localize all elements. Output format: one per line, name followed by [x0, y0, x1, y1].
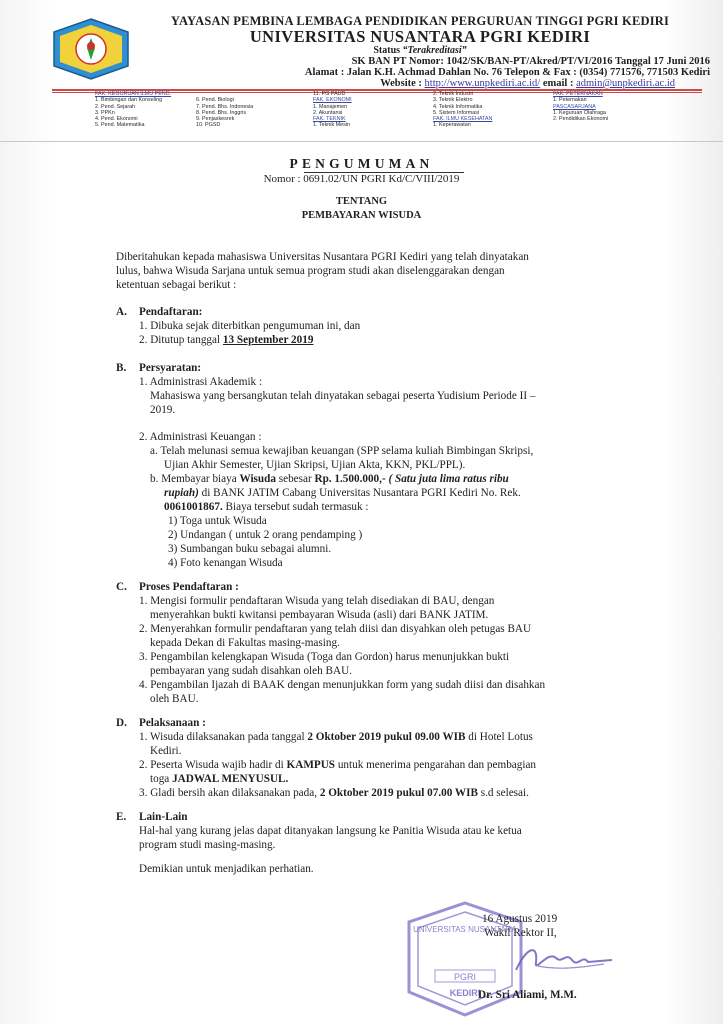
stamp-text-top: UNIVERSITAS NUSANTARA	[413, 925, 517, 934]
section-d-title: Pelaksanaan :	[139, 717, 206, 729]
section-d-item-1: 1. Wisuda dilaksanakan pada tanggal 2 Oktober 2019 pukul 09.00 WIB di Hotel Lotus	[139, 731, 533, 743]
university-name: UNIVERSITAS NUSANTARA PGRI KEDIRI	[249, 27, 591, 46]
section-a-item-2: 2. Ditutup tanggal 13 September 2019	[139, 334, 314, 346]
signature-position: Wakil Rektor II,	[484, 927, 557, 939]
section-b-item-1-year: 2019.	[150, 404, 176, 416]
signature-date: 16 Agustus 2019	[482, 913, 558, 925]
closing-line: Demikian untuk menjadikan perhatian.	[139, 863, 314, 875]
section-d-item-3: 3. Gladi bersih akan dilaksanakan pada, 2 Oktober 2019 pukul 07.00 WIB s.d selesai.	[139, 787, 529, 799]
section-d-label: D.	[116, 717, 127, 729]
section-c-line-8: oleh BAU.	[150, 693, 199, 705]
website-line: Website : http://www.unpkediri.ac.id/ email : admin@unpkediri.ac.id	[380, 78, 675, 89]
section-a-label: A.	[116, 306, 127, 318]
section-e-line-2: program studi masing-masing.	[139, 839, 276, 851]
section-b-item-2b: b. Membayar biaya Wisuda sebesar Rp. 1.500.000,- ( Satu juta lima ratus ribu	[150, 473, 509, 485]
section-c-line-1: 1. Mengisi formulir pendaftaran Wisuda yang telah disediakan di BAU, dengan	[139, 595, 495, 607]
section-c-line-5: 3. Pengambilan kelengkapan Wisuda (Toga dan Gordon) harus menunjukkan bukti	[139, 651, 510, 663]
intro-line-1: Diberitahukan kepada mahasiswa Universitas Nusantara PGRI Kediri yang telah dinyatakan	[116, 251, 529, 263]
section-b-item-1: 1. Administrasi Akademik :	[139, 376, 263, 388]
section-b-title: Persyaratan:	[139, 362, 202, 374]
section-c-line-6: pembayaran yang sudah disahkan oleh BAU.	[150, 665, 352, 677]
address-line: Alamat : Jalan K.H. Achmad Dahlan No. 76 Telepon & Fax : (0354) 771576, 771503 Kediri	[304, 67, 710, 78]
included-item-2: 2) Undangan ( untuk 2 orang pendamping )	[168, 529, 363, 541]
subject-heading: PEMBAYARAN WISUDA	[301, 210, 422, 221]
section-b-item-2: 2. Administrasi Keuangan :	[139, 431, 262, 443]
faculty-column-1: FAK. KEGURUAN ILMU PEND. 1. Bimbingan dan Konseling 2. Pend. Sejarah 3. PPKn 4. Pend. Ekonomi 5. Pend. Matematika	[95, 91, 172, 129]
stamp-text-mid: PGRI	[453, 972, 477, 982]
faculty-column-3: 11. PG PAUD FAK. EKONOMI 1. Manajemen 2. Akuntansi FAK. TEKNIK 1. Teknik Mesin	[313, 91, 352, 129]
document-number: Nomor : 0691.02/UN PGRI Kd/C/VIII/2019	[263, 173, 460, 185]
tentang-heading: TENTANG	[335, 196, 388, 207]
section-c-line-4: kepada Dekan di Fakultas masing-masing.	[150, 637, 340, 649]
sk-ban-pt: SK BAN PT Nomor: 1042/SK/BAN-PT/Akred/PT/VI/2016 Tanggal 17 Juni 2016	[351, 56, 710, 67]
section-b-item-2a: a. Telah melunasi semua kewajiban keuangan (SPP selama kuliah Bimbingan Skripsi,	[150, 445, 534, 457]
section-b-item-1-text: Mahasiswa yang bersangkutan telah dinyatakan sebagai peserta Yudisium Periode II –	[150, 390, 536, 402]
section-c-line-3: 2. Menyerahkan formulir pendaftaran yang telah diisi dan disyahkan oleh petugas BAU	[139, 623, 532, 635]
university-logo	[52, 18, 130, 80]
section-b-item-2b-rek: 0061001867. Biaya tersebut sudah termasuk :	[164, 501, 369, 513]
section-b-item-2b-bank: rupiah) di BANK JATIM Cabang Universitas Nusantara PGRI Kediri No. Rek.	[164, 487, 521, 499]
section-d-item-2: 2. Peserta Wisuda wajib hadir di KAMPUS untuk menerima pengarahan dan pembagian	[139, 759, 537, 771]
section-d-item-1-cont: Kediri.	[150, 745, 182, 757]
section-a-item-1: 1. Dibuka sejak diterbitkan pengumuman ini, dan	[139, 320, 361, 332]
stamp-text-bottom: KEDIRI	[449, 988, 481, 998]
section-a-title: Pendaftaran:	[139, 306, 203, 318]
yayasan-name: YAYASAN PEMBINA LEMBAGA PENDIDIKAN PERGURUAN TINGGI PGRI KEDIRI	[170, 14, 670, 28]
faculty-column-5: FAK. PETERNAKAN 1. Peternakan PASCASARJANA 1. Keguruan Olahraga 2. Pendidikan Ekonomi	[553, 91, 609, 123]
section-b-label: B.	[116, 362, 127, 374]
website-link[interactable]: http://www.unpkediri.ac.id/	[424, 78, 541, 89]
announcement-title: PENGUMUMAN	[289, 156, 434, 171]
section-b-item-2a-cont: Ujian Akhir Semester, Ujian Skripsi, Ujian Akta, KKN, PKL/PPL).	[164, 459, 466, 471]
section-c-label: C.	[116, 581, 127, 593]
intro-line-3: ketentuan sebagai berikut :	[116, 279, 237, 291]
accreditation-status: Status “Terakreditasi”	[373, 45, 467, 56]
faculty-column-4: 2. Teknik Industri 3. Teknik Elektro 4. Teknik Informatika 5. Sistem Informasi FAK. ILMU KESEHATAN 1. Keperawatan	[433, 91, 493, 129]
section-e-line-1: Hal-hal yang kurang jelas dapat ditanyakan langsung ke Panitia Wisuda atau ke ketua	[139, 825, 522, 837]
included-item-3: 3) Sumbangan buku sebagai alumni.	[168, 543, 332, 555]
section-d-item-2-cont: toga JADWAL MENYUSUL.	[150, 773, 289, 785]
section-c-line-7: 4. Pengambilan Ijazah di BAAK dengan menunjukkan form yang sudah diisi dan disahkan	[139, 679, 546, 691]
section-c-title: Proses Pendaftaran :	[139, 581, 239, 593]
section-c-line-2: menyerahkan bukti kwitansi pembayaran Wisuda (asli) dari BANK JATIM.	[150, 609, 489, 621]
included-item-4: 4) Foto kenangan Wisuda	[168, 557, 283, 569]
intro-line-2: lulus, bahwa Wisuda Sarjana untuk semua program studi akan diselenggarakan dengan	[116, 265, 505, 277]
section-e-title: Lain-Lain	[139, 811, 188, 823]
section-e-label: E.	[116, 811, 127, 823]
email-link[interactable]: admin@unpkediri.ac.id	[576, 78, 675, 89]
header-divider	[0, 141, 723, 142]
handwritten-signature	[508, 940, 618, 980]
included-item-1: 1) Toga untuk Wisuda	[168, 515, 267, 527]
signatory-name: Dr. Sri Aliami, M.M.	[478, 989, 577, 1001]
faculty-column-2: 6. Pend. Biologi 7. Pend. Bhs. Indonesia 8. Pend. Bhs. Inggris 9. Penjaskesrek 10. PGSD	[196, 97, 254, 129]
